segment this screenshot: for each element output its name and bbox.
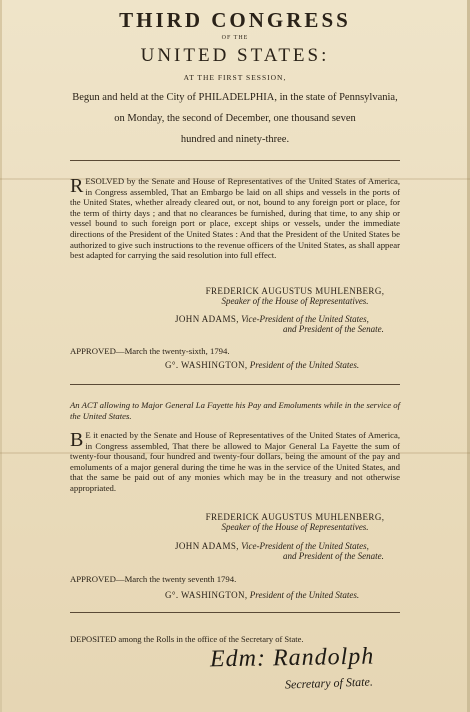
vp-name: JOHN ADAMS,	[175, 314, 239, 324]
speaker-name: FREDERICK AUGUSTUS MUHLENBERG,	[205, 286, 385, 296]
approved-label: APPROVED	[70, 574, 116, 584]
vp-title: Vice-President of the United States,	[241, 541, 369, 551]
heading-session: AT THE FIRST SESSION,	[183, 73, 287, 82]
divider-rule	[70, 160, 400, 161]
signature-speaker-1	[180, 286, 410, 306]
act-text: E it enacted by the Senate and House of Representatives of the United States of America, in Congress assembled, That there be allowed to Major General La Fayette the sum of twenty-four thousand, four hundred and twenty-four dollars, being the amount of the pay and emoluments of a major general during the time he was in the service of the United States, and that the same be paid out of any monies which may be in the treasury and not otherwise appropriated.	[70, 430, 400, 493]
signature-vp-2	[175, 541, 405, 561]
vp-title-2: and President of the Senate.	[283, 551, 384, 561]
header-year: hundred and ninety-three.	[180, 134, 290, 145]
handwritten-signature: Edm: Randolph	[209, 643, 375, 673]
heading-united-states: UNITED STATES:	[140, 45, 330, 66]
approved-1	[70, 346, 230, 356]
speaker-name: FREDERICK AUGUSTUS MUHLENBERG,	[205, 512, 385, 522]
signature-vp-1	[175, 314, 405, 334]
divider-rule	[70, 612, 400, 613]
president-title: President of the United States.	[249, 590, 360, 600]
vp-title-2: and President of the Senate.	[283, 324, 384, 334]
heading-of-the: OF THE	[221, 35, 249, 41]
signature-speaker-2	[180, 512, 410, 532]
president-name: G°. WASHINGTON,	[165, 360, 248, 370]
header-date: on Monday, the second of December, one thousand seven	[114, 113, 356, 124]
handwritten-signature-title: Secretary of State.	[284, 674, 374, 692]
approved-date: —March the twenty seventh 1794.	[115, 574, 237, 584]
deposited-note: DEPOSITED among the Rolls in the office of the Secretary of State.	[70, 634, 304, 644]
vp-name: JOHN ADAMS,	[175, 541, 239, 551]
signature-washington-2	[165, 590, 359, 600]
speaker-title: Speaker of the House of Representatives.	[221, 296, 369, 306]
dropcap: R	[70, 175, 84, 197]
resolution-text: ESOLVED by the Senate and House of Representatives of the United States of America, in Congress assembled, That an Embargo be laid on all ships and vessels in the ports of the United States, whether already cleared out, or not, bound to any foreign port or place, for the term of thirty days ; and that no clearances be furnished, during that time, to any ship or vessel bound to such foreign port or place, except ships or vessels, under the immediate directions of the President of the United States : And that the President of the United States be authorized to give such instructions to the revenue officers of the United States, as shall appear best adapted for carrying the said resolution into full effect.	[70, 176, 400, 261]
approved-2	[70, 574, 236, 584]
divider-rule	[70, 384, 400, 385]
president-name: G°. WASHINGTON,	[165, 590, 248, 600]
vp-title: Vice-President of the United States,	[241, 314, 369, 324]
signature-washington-1	[165, 360, 359, 370]
president-title: President of the United States.	[249, 360, 360, 370]
header-begun: Begun and held at the City of PHILADELPHIA, in the state of Pennsylvania,	[72, 92, 398, 103]
resolution-embargo	[70, 176, 400, 261]
dropcap: B	[70, 429, 84, 451]
act-lafayette	[70, 430, 400, 494]
approved-date: —March the twenty-sixth, 1794.	[115, 346, 230, 356]
speaker-title: Speaker of the House of Representatives.	[221, 522, 369, 532]
approved-label: APPROVED	[70, 346, 116, 356]
act-heading: An ACT allowing to Major General La Fayette his Pay and Emoluments while in the service of the United States.	[70, 400, 400, 421]
heading-third-congress: THIRD CONGRESS	[119, 8, 351, 32]
paper-edge-left	[0, 0, 2, 712]
